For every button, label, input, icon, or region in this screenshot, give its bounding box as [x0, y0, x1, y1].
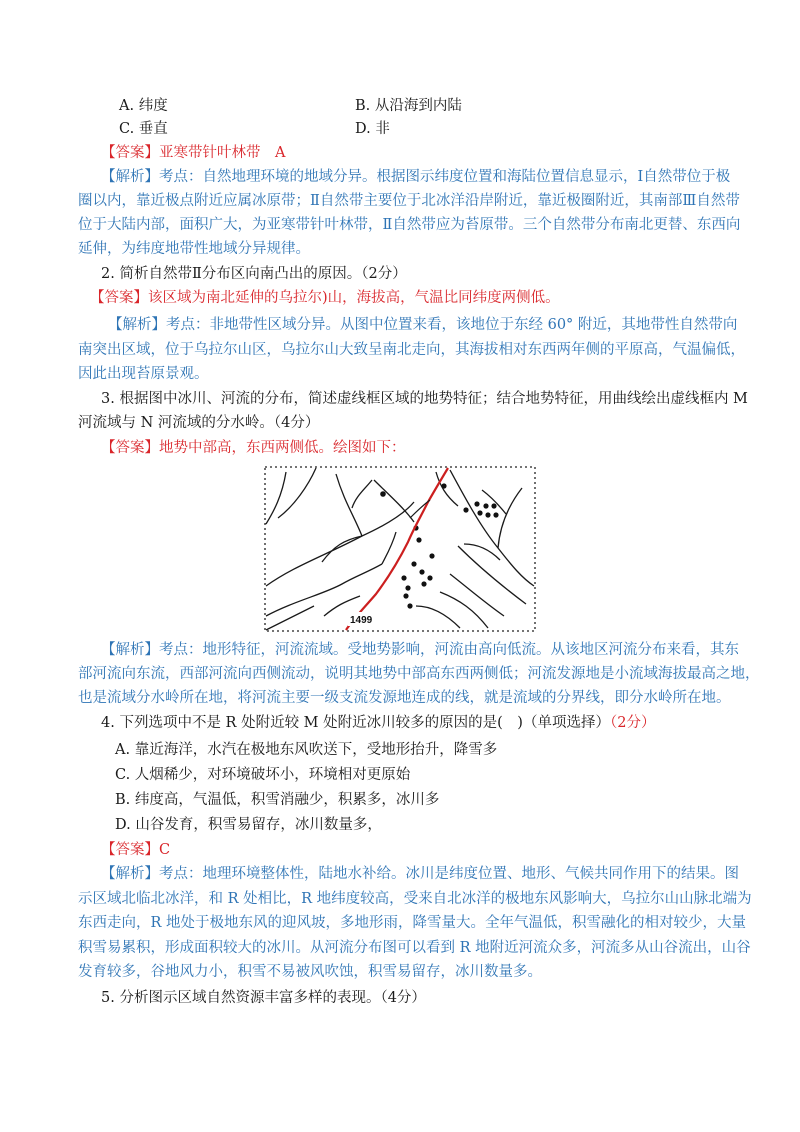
q4-analysis-line: 发育较多，谷地风力小，积雪不易被风吹蚀，积雪易留存，冰川数量多。 [78, 964, 542, 980]
glacier-dot [485, 512, 490, 517]
glacier-dot [491, 503, 496, 508]
map-svg [264, 466, 536, 632]
watershed-map [264, 466, 536, 632]
q4-analysis-line: 【解析】考点：地理环境整体性，陆地水补给。冰川是纬度位置、地形、气候共同作用下的结果。图 [101, 866, 739, 882]
glacier-dot [477, 510, 482, 515]
q2-analysis-line: 因此出现苔原景观。 [78, 366, 209, 382]
glacier-dot [421, 581, 426, 586]
q2-answer: 【答案】该区域为南北延伸的乌拉尔)山，海拔高，气温比同纬度两侧低。 [90, 290, 560, 306]
q3-question-line: 3. 根据图中冰川、河流的分布，简述虚线框区域的地势特征；结合地势特征，用曲线绘出虚线框内 M [101, 391, 748, 407]
glacier-dot [416, 537, 421, 542]
q4-option: C. 人烟稀少，对环境破坏小，环境相对更原始 [115, 767, 411, 783]
option-a: A. 纬度 [119, 98, 168, 114]
q1-answer [101, 143, 285, 163]
q4-option: D. 山谷发育，积雪易留存，冰川数量多， [115, 817, 382, 833]
glacier-dot [441, 483, 446, 488]
answer-tag: 【答案】 [101, 145, 159, 161]
option-b: B. 从沿海到内陆 [355, 98, 462, 114]
q3-analysis-line: 部河流向东流，西部河流向西侧流动，说明其地势中部高东西两侧低；河流发源地是小流域海拔最高之地， [78, 666, 760, 682]
answer-text: 亚寒带针叶林带 A [159, 145, 286, 161]
glacier-dot [463, 507, 468, 512]
q4-option: B. 纬度高，气温低，积雪消融少，积累多，冰川多 [115, 792, 440, 808]
q4-analysis-line: 东西走向，R 地处于极地东风的迎风坡，多地形雨，降雪量大。全年气温低，积雪融化的相对较少，大量 [78, 915, 747, 931]
glacier-dot [427, 575, 432, 580]
glacier-dot [401, 575, 406, 580]
q3-answer: 【答案】地势中部高，东西两侧低。绘图如下： [101, 440, 406, 456]
q4-analysis-line: 示区域北临北冰洋，和 R 处相比，R 地纬度较高，受来自北冰洋的极地东风影响大，乌拉尔山山脉北端为 [78, 891, 752, 907]
glacier-dot [493, 512, 498, 517]
glacier-dot [380, 491, 386, 497]
q4-option: A. 靠近海洋，水汽在极地东风吹送下，受地形抬升，降雪多 [115, 742, 498, 758]
glacier-dot [474, 501, 479, 506]
q3-question-line: 河流域与 N 河流域的分水岭。（4分） [78, 415, 320, 431]
glacier-dot [403, 593, 408, 598]
q4-question [101, 713, 655, 733]
glacier-dot [429, 553, 434, 558]
glacier-dot [419, 569, 424, 574]
q1-analysis-line: 延伸，为纬度地带性地域分异规律。 [78, 241, 310, 257]
glacier-dot [411, 561, 416, 566]
q1-analysis-line: 【解析】考点：自然地理环境的地域分异。根据图示纬度位置和海陆位置信息显示，Ⅰ自然带位于极 [101, 169, 731, 185]
glacier-dot [405, 585, 410, 590]
q5-question: 5. 分析图示区域自然资源丰富多样的表现。（4分） [101, 990, 426, 1006]
q1-analysis-line: 圈以内，靠近极点附近应属冰原带；Ⅱ自然带主要位于北冰洋沿岸附近，靠近极圈附近，其南部Ⅲ自然带 [78, 193, 740, 209]
q2-question: 2. 简析自然带Ⅱ分布区向南凸出的原因。（2分） [101, 266, 407, 282]
option-d: D. 非 [355, 121, 390, 137]
q2-analysis-line: 【解析】考点：非地带性区域分异。从图中位置来看，该地位于东经 60° 附近，其地带性自然带向 [108, 317, 738, 333]
q4-score: （2分） [609, 715, 656, 731]
q2-analysis-line: 南突出区域，位于乌拉尔山区，乌拉尔山大致呈南北走向，其海拔相对东西两年侧的平原高，气温偏低， [78, 342, 745, 358]
glacier-dot [407, 603, 412, 608]
q1-analysis-line: 位于大陆内部，面积广大，为亚寒带针叶林带，Ⅱ自然带应为苔原带。三个自然带分布南北更替、东西向 [78, 217, 741, 233]
glacier-dot [483, 503, 488, 508]
q4-answer: 【答案】C [101, 842, 171, 858]
elevation-label: 1499 [350, 615, 373, 626]
q4-question-text: 4. 下列选项中不是 R 处附近较 M 处附近冰川较多的原因的是( )（单项选择） [101, 715, 610, 731]
q3-analysis-line: 也是流域分水岭所在地，将河流主要一级支流发源地连成的线，就是流域的分界线，即分水岭所在地。 [78, 690, 731, 706]
q4-analysis-line: 积雪易累积，形成面积较大的冰川。从河流分布图可以看到 R 地附近河流众多，河流多从山谷流出，山谷 [78, 940, 751, 956]
q3-analysis-line: 【解析】考点：地形特征，河流流域。受地势影响，河流由高向低流。从该地区河流分布来看，其东 [101, 642, 739, 658]
option-c: C. 垂直 [119, 121, 168, 137]
dashed-frame [265, 467, 535, 631]
